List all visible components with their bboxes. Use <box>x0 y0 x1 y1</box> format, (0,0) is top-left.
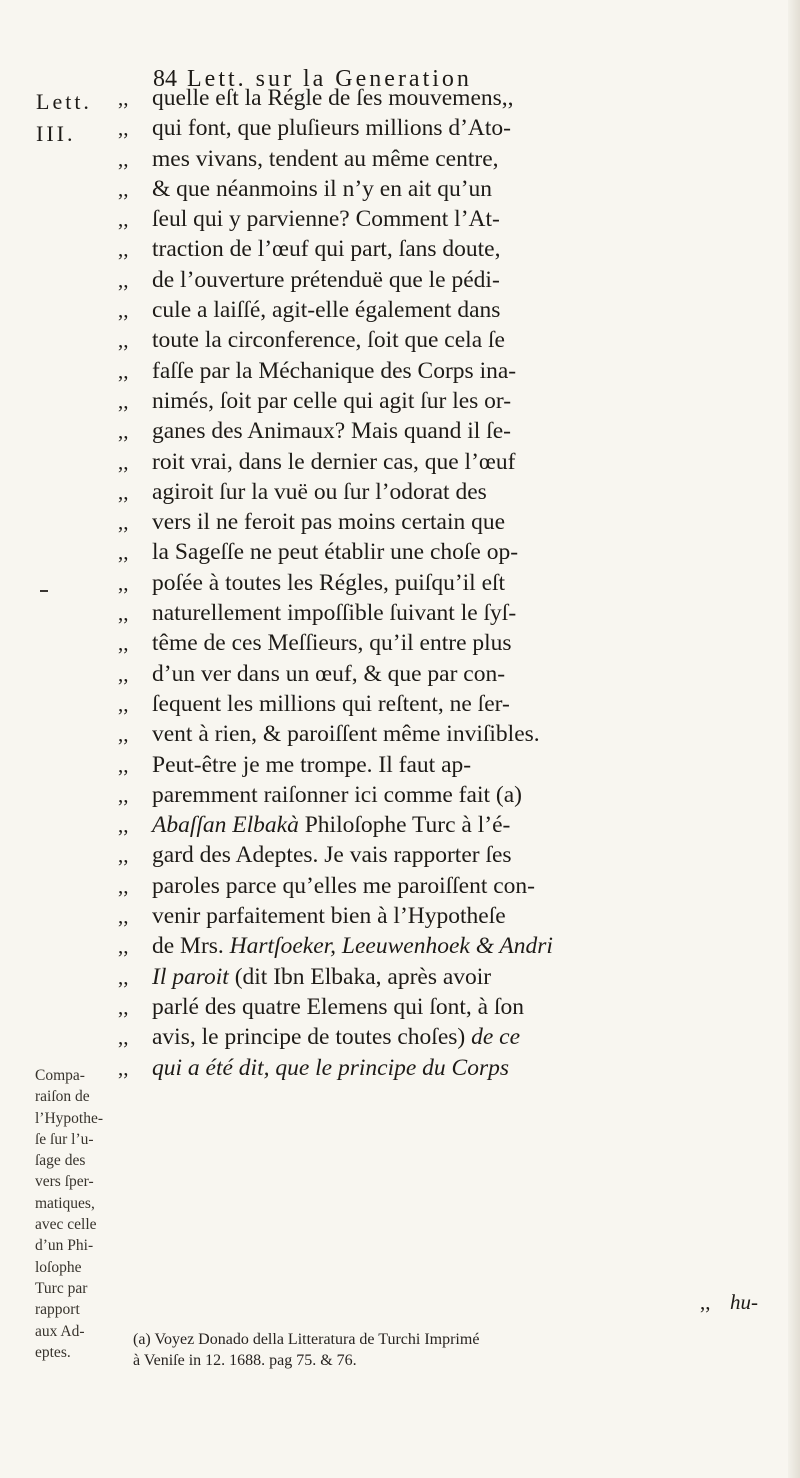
text-line <box>118 1022 778 1052</box>
text-line <box>118 325 778 355</box>
line-text: cule a laiſſé, agit-elle également dans <box>152 297 501 324</box>
italic-text: Hartſoeker, Leeuwenhoek & Andri <box>229 933 553 960</box>
margin-note-line: ſage des <box>35 1152 86 1170</box>
text-line <box>118 144 778 174</box>
margin-note-line: Turc par <box>35 1279 88 1297</box>
text-line <box>118 386 778 416</box>
italic-text: qui a été dit, que le principe du Corps <box>152 1054 510 1081</box>
text-line <box>118 416 778 446</box>
text-line <box>118 659 778 689</box>
text-line <box>118 83 778 113</box>
text-line <box>118 901 778 931</box>
text-line <box>118 447 778 477</box>
quote-mark: ,, <box>118 570 129 595</box>
margin-note-line: raiſon de <box>35 1088 90 1106</box>
text-line <box>118 689 778 719</box>
line-text: traction de l’œuf qui part, ſans doute, <box>152 236 501 263</box>
text-line <box>118 962 778 992</box>
text-line <box>118 719 778 749</box>
quote-mark: ,, <box>118 934 129 959</box>
line-text: gard des Adeptes. Je vais rapporter ſes <box>152 842 512 869</box>
line-text: Philoſophe Turc à l’é- <box>298 812 511 839</box>
quote-mark: ,, <box>118 510 129 535</box>
text-line <box>118 871 778 901</box>
quote-mark: ,, <box>118 752 129 777</box>
catchword <box>700 1290 758 1315</box>
quote-mark: ,, <box>118 388 129 413</box>
text-line <box>118 174 778 204</box>
margin-note-line: rapport <box>35 1301 80 1319</box>
italic-text: Il paroit <box>152 963 229 990</box>
line-text: venir parfaitement bien à l’Hypotheſe <box>152 903 506 930</box>
quote-mark: ,, <box>118 782 129 807</box>
line-text: avis, le principe de toutes choſes) <box>152 1024 472 1051</box>
line-text: parlé des quatre Elemens qui ſont, à ſon <box>152 993 524 1020</box>
quote-mark: ,, <box>118 146 129 171</box>
quote-mark: ,, <box>118 601 129 626</box>
line-text: Peut-être je me trompe. Il faut ap- <box>152 751 472 778</box>
line-text: roit vrai, dans le dernier cas, que l’œuf <box>152 448 516 475</box>
line-text: mes vivans, tendent au même centre, <box>152 145 499 172</box>
line-text: paremment raiſonner ici comme fait (a) <box>152 781 522 808</box>
margin-note-line: matiques, <box>35 1194 95 1212</box>
line-text: vers il ne feroit pas moins certain que <box>152 509 506 536</box>
page-number: 84 <box>153 66 177 92</box>
text-line <box>118 840 778 870</box>
line-text: paroles parce qu’elles me paroiſſent con- <box>152 872 536 899</box>
margin-note-line: l’Hypothe- <box>35 1109 104 1127</box>
margin-note-line: vers ſper- <box>35 1173 94 1191</box>
text-line <box>118 628 778 658</box>
line-text: toute la circonference, ſoit que cela ſe <box>152 327 505 354</box>
quote-mark: ,, <box>118 661 129 686</box>
quote-mark: ,, <box>118 86 129 110</box>
quote-mark: ,, <box>118 631 129 656</box>
page-edge <box>788 0 800 1478</box>
line-text: poſée à toutes les Régles, puiſqu’il eſt <box>152 569 506 596</box>
italic-text: Abaſſan Elbakà <box>152 812 299 839</box>
line-text: d’un ver dans un œuf, & que par con- <box>152 660 506 687</box>
line-text: ſequent les millions qui reſtent, ne ſer- <box>152 690 510 717</box>
margin-note-line: Compa- <box>35 1067 85 1084</box>
text-line <box>118 477 778 507</box>
margin-note-line: aux Ad- <box>35 1322 85 1340</box>
line-text: nimés, ſoit par celle qui agit ſur les or- <box>152 387 512 414</box>
line-text: ſeul qui y parvienne? Comment l’At- <box>152 206 500 233</box>
text-line <box>118 204 778 234</box>
quote-mark: ,, <box>118 358 129 383</box>
quote-mark: ,, <box>118 419 129 444</box>
line-text: & que néanmoins il n’y en ait qu’un <box>152 175 493 202</box>
quote-mark: ,, <box>118 449 129 474</box>
quote-mark: ,, <box>118 479 129 504</box>
quote-mark: ,, <box>118 691 129 716</box>
line-text: (dit Ibn Elbaka, après avoir <box>228 963 492 990</box>
line-text: faſſe par la Méchanique des Corps ina- <box>152 357 517 384</box>
line-text: qui font, que pluſieurs millions d’Ato- <box>152 115 511 142</box>
text-line <box>118 265 778 295</box>
letter-label: Lett. <box>36 89 92 114</box>
line-text: vent à rien, & paroiſſent même inviſibles. <box>152 721 540 748</box>
margin-dash <box>40 590 48 592</box>
text-line <box>118 356 778 386</box>
text-line <box>118 780 778 810</box>
catchword-text: hu- <box>730 1290 758 1314</box>
margin-note <box>35 1065 113 1363</box>
text-line <box>118 992 778 1022</box>
line-text: la Sageſſe ne peut établir une choſe op- <box>152 539 519 566</box>
quote-mark: ,, <box>118 1025 129 1050</box>
footnote-line: (a) Voyez Donado della Litteratura de Turchi Imprimé <box>133 1331 480 1348</box>
line-text: quelle eſt la Régle de ſes mouvemens,, <box>152 85 514 111</box>
text-line <box>118 234 778 264</box>
quote-mark: ,, <box>118 540 129 565</box>
quote-mark: ,, <box>118 1055 129 1080</box>
margin-note-line: avec celle <box>35 1216 97 1234</box>
quote-mark: ,, <box>118 964 129 989</box>
text-line <box>118 810 778 840</box>
margin-note-line: eptes. <box>35 1343 71 1361</box>
quote-mark: ,, <box>118 904 129 929</box>
line-text: tême de ces Meſſieurs, qu’il entre plus <box>152 630 512 657</box>
letter-number-label <box>36 86 92 150</box>
line-text: de l’ouverture prétenduë que le pédi- <box>152 266 500 293</box>
quote-mark: ,, <box>118 176 129 201</box>
text-line <box>118 507 778 537</box>
text-line <box>118 295 778 325</box>
text-line <box>118 537 778 567</box>
text-line <box>118 598 778 628</box>
quote-mark: ,, <box>118 116 129 141</box>
text-line <box>118 113 778 143</box>
footnote-line: à Veniſe in 12. 1688. pag 75. & 76. <box>133 1352 357 1369</box>
quote-mark: ,, <box>118 267 129 292</box>
line-text: ganes des Animaux? Mais quand il ſe- <box>152 418 511 445</box>
body-text <box>118 83 778 1083</box>
text-line <box>118 1053 778 1083</box>
margin-note-line: ſe ſur l’u- <box>35 1130 94 1148</box>
quote-mark: ,, <box>700 1290 711 1314</box>
quote-mark: ,, <box>118 328 129 353</box>
quote-mark: ,, <box>118 813 129 838</box>
margin-note-line: d’un Phi- <box>35 1237 94 1255</box>
text-line <box>118 931 778 961</box>
line-text: agiroit ſur la vuë ou ſur l’odorat des <box>152 478 487 505</box>
quote-mark: ,, <box>118 298 129 323</box>
footnote <box>133 1329 773 1371</box>
letter-roman-numeral: III. <box>36 121 76 146</box>
quote-mark: ,, <box>118 207 129 232</box>
italic-text: de ce <box>471 1024 521 1051</box>
running-title: Lett. sur la Generation <box>187 66 472 92</box>
quote-mark: ,, <box>118 994 129 1019</box>
text-line <box>118 568 778 598</box>
margin-note-line: loſophe <box>35 1258 82 1276</box>
quote-mark: ,, <box>118 873 129 898</box>
text-line <box>118 750 778 780</box>
line-text: naturellement impoſſible ſuivant le ſyſ- <box>152 600 517 627</box>
quote-mark: ,, <box>118 843 129 868</box>
quote-mark: ,, <box>118 722 129 747</box>
quote-mark: ,, <box>118 237 129 262</box>
line-text: de Mrs. <box>152 933 230 960</box>
